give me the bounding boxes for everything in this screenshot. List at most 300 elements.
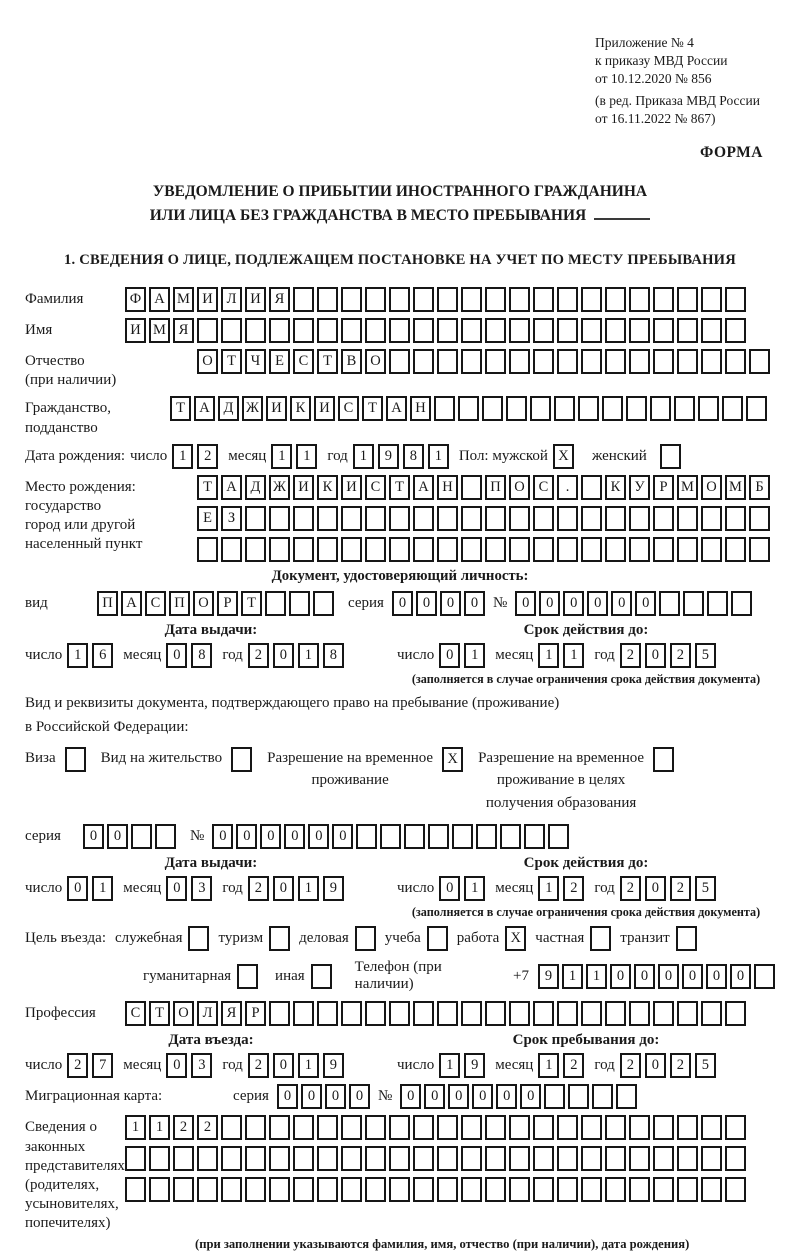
citizenship-cell[interactable] bbox=[482, 396, 503, 421]
birthplace-cell[interactable] bbox=[629, 537, 650, 562]
profession-cell[interactable] bbox=[677, 1001, 698, 1026]
firstname-cell[interactable] bbox=[269, 318, 290, 343]
representatives-cell[interactable] bbox=[461, 1146, 482, 1171]
birthplace-cell[interactable]: К bbox=[605, 475, 626, 500]
surname-cell[interactable]: И bbox=[197, 287, 218, 312]
purpose-work-checkbox[interactable]: X bbox=[505, 926, 526, 951]
purpose-official-checkbox[interactable] bbox=[188, 926, 209, 951]
stay-month-cell[interactable]: 2 bbox=[563, 1053, 584, 1078]
representatives-cell[interactable] bbox=[677, 1115, 698, 1140]
representatives-cell[interactable] bbox=[557, 1115, 578, 1140]
residence-series-cell[interactable] bbox=[131, 824, 152, 849]
birthplace-cell[interactable] bbox=[701, 506, 722, 531]
birthplace-cell[interactable] bbox=[365, 537, 386, 562]
birthplace-cell[interactable] bbox=[677, 506, 698, 531]
birthplace-cell[interactable]: О bbox=[509, 475, 530, 500]
doc-type-cell[interactable]: О bbox=[193, 591, 214, 616]
surname-cell[interactable] bbox=[701, 287, 722, 312]
firstname-cell[interactable] bbox=[461, 318, 482, 343]
migration-series-cell[interactable]: 0 bbox=[277, 1084, 298, 1109]
firstname-cell[interactable] bbox=[725, 318, 746, 343]
representatives-cell[interactable] bbox=[221, 1115, 242, 1140]
firstname-cell[interactable] bbox=[557, 318, 578, 343]
issue-day-cell[interactable]: 6 bbox=[92, 643, 113, 668]
birthplace-cell[interactable] bbox=[389, 506, 410, 531]
representatives-cell[interactable] bbox=[125, 1177, 146, 1202]
entry-year-cell[interactable]: 9 bbox=[323, 1053, 344, 1078]
birthplace-cell[interactable] bbox=[557, 537, 578, 562]
residence-number-cell[interactable]: 0 bbox=[308, 824, 329, 849]
representatives-cell[interactable]: 2 bbox=[173, 1115, 194, 1140]
firstname-cell[interactable] bbox=[365, 318, 386, 343]
patronymic-cell[interactable] bbox=[509, 349, 530, 374]
patronymic-cell[interactable] bbox=[485, 349, 506, 374]
representatives-cell[interactable] bbox=[701, 1177, 722, 1202]
representatives-cell[interactable] bbox=[725, 1146, 746, 1171]
birthplace-cell[interactable]: А bbox=[221, 475, 242, 500]
doc-number-cell[interactable] bbox=[659, 591, 680, 616]
firstname-cell[interactable] bbox=[389, 318, 410, 343]
migration-number-cell[interactable]: 0 bbox=[472, 1084, 493, 1109]
temp-residence-checkbox[interactable]: X bbox=[442, 747, 463, 772]
representatives-cell[interactable] bbox=[437, 1146, 458, 1171]
purpose-tourism-checkbox[interactable] bbox=[269, 926, 290, 951]
representatives-cell[interactable] bbox=[149, 1177, 170, 1202]
birth-year-cell[interactable]: 8 bbox=[403, 444, 424, 469]
patronymic-cell[interactable] bbox=[581, 349, 602, 374]
profession-cell[interactable] bbox=[557, 1001, 578, 1026]
surname-cell[interactable] bbox=[509, 287, 530, 312]
firstname-cell[interactable] bbox=[293, 318, 314, 343]
birthplace-cell[interactable]: О bbox=[701, 475, 722, 500]
citizenship-cell[interactable]: А bbox=[194, 396, 215, 421]
birthplace-cell[interactable] bbox=[485, 537, 506, 562]
issue-day-cell[interactable]: 1 bbox=[67, 643, 88, 668]
issue-year-cell[interactable]: 9 bbox=[323, 876, 344, 901]
representatives-cell[interactable] bbox=[293, 1177, 314, 1202]
issue-year-cell[interactable]: 0 bbox=[273, 876, 294, 901]
birthplace-cell[interactable]: И bbox=[293, 475, 314, 500]
firstname-cell[interactable]: Я bbox=[173, 318, 194, 343]
representatives-cell[interactable] bbox=[629, 1177, 650, 1202]
surname-cell[interactable] bbox=[653, 287, 674, 312]
representatives-cell[interactable] bbox=[173, 1146, 194, 1171]
profession-cell[interactable]: Т bbox=[149, 1001, 170, 1026]
purpose-study-checkbox[interactable] bbox=[427, 926, 448, 951]
birth-month-cell[interactable]: 1 bbox=[271, 444, 292, 469]
birthplace-cell[interactable]: Т bbox=[197, 475, 218, 500]
profession-cell[interactable]: Я bbox=[221, 1001, 242, 1026]
phone-digit-cell[interactable] bbox=[754, 964, 775, 989]
representatives-cell[interactable] bbox=[629, 1115, 650, 1140]
representatives-cell[interactable] bbox=[125, 1146, 146, 1171]
birthplace-cell[interactable] bbox=[293, 506, 314, 531]
issue-day-cell[interactable]: 0 bbox=[67, 876, 88, 901]
firstname-cell[interactable] bbox=[605, 318, 626, 343]
residence-number-cell[interactable] bbox=[476, 824, 497, 849]
representatives-cell[interactable] bbox=[389, 1115, 410, 1140]
patronymic-cell[interactable]: Т bbox=[317, 349, 338, 374]
residence-number-cell[interactable]: 0 bbox=[284, 824, 305, 849]
surname-cell[interactable]: М bbox=[173, 287, 194, 312]
representatives-cell[interactable] bbox=[245, 1115, 266, 1140]
stay-year-cell[interactable]: 0 bbox=[645, 1053, 666, 1078]
profession-cell[interactable] bbox=[701, 1001, 722, 1026]
phone-digit-cell[interactable]: 1 bbox=[562, 964, 583, 989]
representatives-cell[interactable] bbox=[677, 1177, 698, 1202]
doc-type-cell[interactable] bbox=[289, 591, 310, 616]
doc-series-cell[interactable]: 0 bbox=[464, 591, 485, 616]
residence-permit-checkbox[interactable] bbox=[231, 747, 252, 772]
patronymic-cell[interactable] bbox=[677, 349, 698, 374]
migration-number-cell[interactable] bbox=[544, 1084, 565, 1109]
representatives-cell[interactable] bbox=[341, 1115, 362, 1140]
stay-year-cell[interactable]: 2 bbox=[620, 1053, 641, 1078]
representatives-cell[interactable] bbox=[317, 1115, 338, 1140]
expiry-month-cell[interactable]: 2 bbox=[563, 876, 584, 901]
doc-series-cell[interactable]: 0 bbox=[416, 591, 437, 616]
sex-female-checkbox[interactable] bbox=[660, 444, 681, 469]
expiry-day-cell[interactable]: 0 bbox=[439, 876, 460, 901]
birthplace-cell[interactable]: П bbox=[485, 475, 506, 500]
expiry-year-cell[interactable]: 2 bbox=[670, 643, 691, 668]
purpose-other-checkbox[interactable] bbox=[311, 964, 332, 989]
patronymic-cell[interactable] bbox=[413, 349, 434, 374]
profession-cell[interactable] bbox=[413, 1001, 434, 1026]
profession-cell[interactable]: Л bbox=[197, 1001, 218, 1026]
patronymic-cell[interactable] bbox=[437, 349, 458, 374]
representatives-cell[interactable] bbox=[605, 1146, 626, 1171]
patronymic-cell[interactable]: С bbox=[293, 349, 314, 374]
citizenship-cell[interactable] bbox=[698, 396, 719, 421]
citizenship-cell[interactable] bbox=[530, 396, 551, 421]
issue-year-cell[interactable]: 2 bbox=[248, 643, 269, 668]
doc-number-cell[interactable]: 0 bbox=[587, 591, 608, 616]
citizenship-cell[interactable] bbox=[626, 396, 647, 421]
purpose-private-checkbox[interactable] bbox=[590, 926, 611, 951]
firstname-cell[interactable] bbox=[317, 318, 338, 343]
stay-day-cell[interactable]: 9 bbox=[464, 1053, 485, 1078]
firstname-cell[interactable]: М bbox=[149, 318, 170, 343]
issue-year-cell[interactable]: 8 bbox=[323, 643, 344, 668]
stay-month-cell[interactable]: 1 bbox=[538, 1053, 559, 1078]
entry-day-cell[interactable]: 2 bbox=[67, 1053, 88, 1078]
citizenship-cell[interactable] bbox=[602, 396, 623, 421]
entry-month-cell[interactable]: 3 bbox=[191, 1053, 212, 1078]
patronymic-cell[interactable] bbox=[629, 349, 650, 374]
representatives-cell[interactable] bbox=[437, 1177, 458, 1202]
representatives-cell[interactable] bbox=[341, 1177, 362, 1202]
representatives-cell[interactable] bbox=[581, 1177, 602, 1202]
birthplace-cell[interactable]: Н bbox=[437, 475, 458, 500]
expiry-year-cell[interactable]: 5 bbox=[695, 643, 716, 668]
representatives-cell[interactable] bbox=[557, 1177, 578, 1202]
birth-day-cell[interactable]: 2 bbox=[197, 444, 218, 469]
representatives-cell[interactable] bbox=[485, 1115, 506, 1140]
birthplace-cell[interactable] bbox=[461, 506, 482, 531]
firstname-cell[interactable] bbox=[221, 318, 242, 343]
representatives-cell[interactable] bbox=[269, 1177, 290, 1202]
doc-type-cell[interactable]: П bbox=[97, 591, 118, 616]
visa-checkbox[interactable] bbox=[65, 747, 86, 772]
entry-year-cell[interactable]: 0 bbox=[273, 1053, 294, 1078]
surname-cell[interactable] bbox=[485, 287, 506, 312]
residence-number-cell[interactable]: 0 bbox=[236, 824, 257, 849]
doc-series-cell[interactable]: 0 bbox=[440, 591, 461, 616]
birthplace-cell[interactable] bbox=[413, 506, 434, 531]
surname-cell[interactable]: А bbox=[149, 287, 170, 312]
firstname-cell[interactable] bbox=[437, 318, 458, 343]
representatives-cell[interactable]: 2 bbox=[197, 1115, 218, 1140]
doc-number-cell[interactable] bbox=[707, 591, 728, 616]
representatives-cell[interactable] bbox=[197, 1146, 218, 1171]
representatives-cell[interactable]: 1 bbox=[149, 1115, 170, 1140]
profession-cell[interactable] bbox=[581, 1001, 602, 1026]
representatives-cell[interactable] bbox=[629, 1146, 650, 1171]
representatives-cell[interactable] bbox=[509, 1146, 530, 1171]
residence-number-cell[interactable]: 0 bbox=[212, 824, 233, 849]
representatives-cell[interactable] bbox=[533, 1146, 554, 1171]
representatives-cell[interactable] bbox=[389, 1177, 410, 1202]
phone-digit-cell[interactable]: 0 bbox=[730, 964, 751, 989]
residence-number-cell[interactable] bbox=[404, 824, 425, 849]
birth-year-cell[interactable]: 1 bbox=[428, 444, 449, 469]
doc-number-cell[interactable] bbox=[683, 591, 704, 616]
doc-type-cell[interactable] bbox=[313, 591, 334, 616]
profession-cell[interactable] bbox=[605, 1001, 626, 1026]
purpose-business-checkbox[interactable] bbox=[355, 926, 376, 951]
profession-cell[interactable]: Р bbox=[245, 1001, 266, 1026]
representatives-cell[interactable] bbox=[197, 1177, 218, 1202]
birthplace-cell[interactable]: И bbox=[341, 475, 362, 500]
surname-cell[interactable] bbox=[413, 287, 434, 312]
surname-cell[interactable] bbox=[293, 287, 314, 312]
representatives-cell[interactable] bbox=[653, 1115, 674, 1140]
expiry-day-cell[interactable]: 1 bbox=[464, 643, 485, 668]
phone-digit-cell[interactable]: 0 bbox=[682, 964, 703, 989]
issue-month-cell[interactable]: 0 bbox=[166, 643, 187, 668]
citizenship-cell[interactable]: И bbox=[266, 396, 287, 421]
citizenship-cell[interactable] bbox=[650, 396, 671, 421]
birthplace-cell[interactable] bbox=[653, 537, 674, 562]
surname-cell[interactable]: И bbox=[245, 287, 266, 312]
doc-type-cell[interactable]: А bbox=[121, 591, 142, 616]
birthplace-cell[interactable]: А bbox=[413, 475, 434, 500]
doc-number-cell[interactable]: 0 bbox=[563, 591, 584, 616]
doc-type-cell[interactable] bbox=[265, 591, 286, 616]
surname-cell[interactable] bbox=[677, 287, 698, 312]
profession-cell[interactable] bbox=[341, 1001, 362, 1026]
citizenship-cell[interactable] bbox=[578, 396, 599, 421]
profession-cell[interactable] bbox=[485, 1001, 506, 1026]
birthplace-cell[interactable]: У bbox=[629, 475, 650, 500]
representatives-cell[interactable] bbox=[485, 1146, 506, 1171]
profession-cell[interactable] bbox=[629, 1001, 650, 1026]
surname-cell[interactable] bbox=[581, 287, 602, 312]
purpose-humanitarian-checkbox[interactable] bbox=[237, 964, 258, 989]
representatives-cell[interactable] bbox=[317, 1177, 338, 1202]
patronymic-cell[interactable]: Т bbox=[221, 349, 242, 374]
profession-cell[interactable] bbox=[437, 1001, 458, 1026]
surname-cell[interactable]: Я bbox=[269, 287, 290, 312]
expiry-month-cell[interactable]: 1 bbox=[538, 643, 559, 668]
expiry-year-cell[interactable]: 5 bbox=[695, 876, 716, 901]
residence-number-cell[interactable] bbox=[500, 824, 521, 849]
birthplace-cell[interactable]: С bbox=[533, 475, 554, 500]
profession-cell[interactable] bbox=[269, 1001, 290, 1026]
representatives-cell[interactable] bbox=[509, 1115, 530, 1140]
firstname-cell[interactable] bbox=[485, 318, 506, 343]
birthplace-cell[interactable] bbox=[557, 506, 578, 531]
issue-day-cell[interactable]: 1 bbox=[92, 876, 113, 901]
expiry-year-cell[interactable]: 2 bbox=[620, 876, 641, 901]
doc-number-cell[interactable]: 0 bbox=[611, 591, 632, 616]
representatives-cell[interactable] bbox=[413, 1177, 434, 1202]
profession-cell[interactable] bbox=[509, 1001, 530, 1026]
citizenship-cell[interactable] bbox=[458, 396, 479, 421]
representatives-cell[interactable] bbox=[725, 1177, 746, 1202]
citizenship-cell[interactable]: Т bbox=[170, 396, 191, 421]
birthplace-cell[interactable] bbox=[749, 506, 770, 531]
representatives-cell[interactable] bbox=[293, 1115, 314, 1140]
expiry-month-cell[interactable]: 1 bbox=[538, 876, 559, 901]
surname-cell[interactable]: Ф bbox=[125, 287, 146, 312]
representatives-cell[interactable] bbox=[533, 1115, 554, 1140]
profession-cell[interactable] bbox=[653, 1001, 674, 1026]
firstname-cell[interactable] bbox=[701, 318, 722, 343]
surname-cell[interactable] bbox=[365, 287, 386, 312]
doc-type-cell[interactable]: С bbox=[145, 591, 166, 616]
representatives-cell[interactable] bbox=[533, 1177, 554, 1202]
representatives-cell[interactable] bbox=[221, 1146, 242, 1171]
issue-month-cell[interactable]: 3 bbox=[191, 876, 212, 901]
expiry-day-cell[interactable]: 1 bbox=[464, 876, 485, 901]
representatives-cell[interactable] bbox=[317, 1146, 338, 1171]
birthplace-cell[interactable] bbox=[581, 475, 602, 500]
birthplace-cell[interactable]: Е bbox=[197, 506, 218, 531]
representatives-cell[interactable] bbox=[557, 1146, 578, 1171]
representatives-cell[interactable] bbox=[293, 1146, 314, 1171]
birthplace-cell[interactable]: Т bbox=[389, 475, 410, 500]
representatives-cell[interactable] bbox=[653, 1177, 674, 1202]
firstname-cell[interactable] bbox=[245, 318, 266, 343]
patronymic-cell[interactable] bbox=[701, 349, 722, 374]
migration-number-cell[interactable]: 0 bbox=[448, 1084, 469, 1109]
citizenship-cell[interactable] bbox=[554, 396, 575, 421]
birthplace-cell[interactable]: Б bbox=[749, 475, 770, 500]
surname-cell[interactable] bbox=[341, 287, 362, 312]
birthplace-cell[interactable] bbox=[221, 537, 242, 562]
issue-year-cell[interactable]: 0 bbox=[273, 643, 294, 668]
expiry-day-cell[interactable]: 0 bbox=[439, 643, 460, 668]
sex-male-checkbox[interactable]: X bbox=[553, 444, 574, 469]
birthplace-cell[interactable]: К bbox=[317, 475, 338, 500]
profession-cell[interactable] bbox=[293, 1001, 314, 1026]
representatives-cell[interactable] bbox=[605, 1115, 626, 1140]
migration-number-cell[interactable] bbox=[592, 1084, 613, 1109]
representatives-cell[interactable] bbox=[677, 1146, 698, 1171]
birthplace-cell[interactable] bbox=[605, 506, 626, 531]
representatives-cell[interactable] bbox=[581, 1146, 602, 1171]
residence-number-cell[interactable] bbox=[356, 824, 377, 849]
citizenship-cell[interactable]: Д bbox=[218, 396, 239, 421]
patronymic-cell[interactable] bbox=[557, 349, 578, 374]
representatives-cell[interactable] bbox=[149, 1146, 170, 1171]
birthplace-cell[interactable] bbox=[245, 537, 266, 562]
birthplace-cell[interactable] bbox=[461, 537, 482, 562]
profession-cell[interactable] bbox=[725, 1001, 746, 1026]
surname-cell[interactable] bbox=[389, 287, 410, 312]
residence-number-cell[interactable]: 0 bbox=[260, 824, 281, 849]
birthplace-cell[interactable] bbox=[437, 506, 458, 531]
migration-number-cell[interactable]: 0 bbox=[520, 1084, 541, 1109]
birthplace-cell[interactable] bbox=[341, 537, 362, 562]
citizenship-cell[interactable]: А bbox=[386, 396, 407, 421]
representatives-cell[interactable] bbox=[653, 1146, 674, 1171]
patronymic-cell[interactable] bbox=[653, 349, 674, 374]
migration-number-cell[interactable]: 0 bbox=[424, 1084, 445, 1109]
patronymic-cell[interactable]: Ч bbox=[245, 349, 266, 374]
firstname-cell[interactable] bbox=[653, 318, 674, 343]
doc-number-cell[interactable]: 0 bbox=[515, 591, 536, 616]
representatives-cell[interactable] bbox=[485, 1177, 506, 1202]
birthplace-cell[interactable] bbox=[605, 537, 626, 562]
phone-digit-cell[interactable]: 0 bbox=[634, 964, 655, 989]
birthplace-cell[interactable] bbox=[317, 506, 338, 531]
patronymic-cell[interactable]: О bbox=[365, 349, 386, 374]
patronymic-cell[interactable] bbox=[389, 349, 410, 374]
patronymic-cell[interactable]: Е bbox=[269, 349, 290, 374]
birth-year-cell[interactable]: 9 bbox=[378, 444, 399, 469]
birthplace-cell[interactable] bbox=[437, 537, 458, 562]
doc-number-cell[interactable]: 0 bbox=[539, 591, 560, 616]
representatives-cell[interactable] bbox=[245, 1177, 266, 1202]
residence-number-cell[interactable] bbox=[428, 824, 449, 849]
representatives-cell[interactable] bbox=[701, 1146, 722, 1171]
birthplace-cell[interactable] bbox=[653, 506, 674, 531]
birthplace-cell[interactable] bbox=[749, 537, 770, 562]
surname-cell[interactable] bbox=[317, 287, 338, 312]
representatives-cell[interactable] bbox=[509, 1177, 530, 1202]
entry-year-cell[interactable]: 2 bbox=[248, 1053, 269, 1078]
firstname-cell[interactable]: И bbox=[125, 318, 146, 343]
residence-number-cell[interactable] bbox=[524, 824, 545, 849]
birthplace-cell[interactable]: З bbox=[221, 506, 242, 531]
doc-number-cell[interactable] bbox=[731, 591, 752, 616]
stay-year-cell[interactable]: 5 bbox=[695, 1053, 716, 1078]
patronymic-cell[interactable]: О bbox=[197, 349, 218, 374]
birthplace-cell[interactable] bbox=[413, 537, 434, 562]
representatives-cell[interactable] bbox=[413, 1146, 434, 1171]
birthplace-cell[interactable]: С bbox=[365, 475, 386, 500]
phone-digit-cell[interactable]: 0 bbox=[658, 964, 679, 989]
patronymic-cell[interactable] bbox=[605, 349, 626, 374]
surname-cell[interactable] bbox=[461, 287, 482, 312]
profession-cell[interactable]: О bbox=[173, 1001, 194, 1026]
citizenship-cell[interactable] bbox=[674, 396, 695, 421]
doc-type-cell[interactable]: П bbox=[169, 591, 190, 616]
patronymic-cell[interactable] bbox=[533, 349, 554, 374]
residence-series-cell[interactable] bbox=[155, 824, 176, 849]
issue-year-cell[interactable]: 1 bbox=[298, 876, 319, 901]
surname-cell[interactable] bbox=[437, 287, 458, 312]
citizenship-cell[interactable] bbox=[746, 396, 767, 421]
phone-digit-cell[interactable]: 0 bbox=[610, 964, 631, 989]
representatives-cell[interactable] bbox=[245, 1146, 266, 1171]
phone-digit-cell[interactable]: 9 bbox=[538, 964, 559, 989]
issue-month-cell[interactable]: 0 bbox=[166, 876, 187, 901]
firstname-cell[interactable] bbox=[533, 318, 554, 343]
